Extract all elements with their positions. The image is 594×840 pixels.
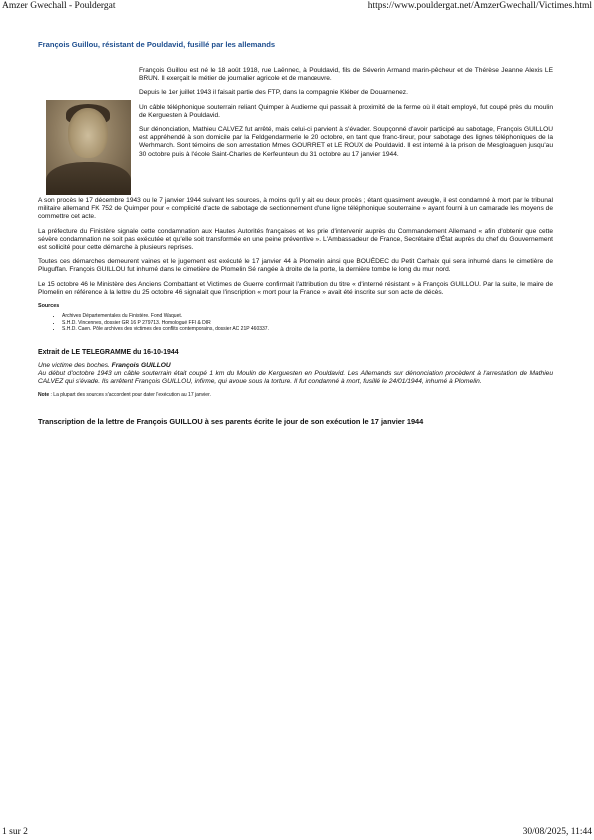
portrait-photo: [46, 100, 131, 195]
sources-heading: Sources: [38, 303, 60, 310]
note-label: Note: [38, 392, 50, 399]
paragraph-ftp: Depuis le 1er juillet 1943 il faisait partie des FTP, dans la compagnie Kléber de Douarnenez.: [139, 89, 408, 97]
sources-list: [38, 313, 553, 333]
print-header-title: Amzer Gwechall - Pouldergat: [2, 1, 116, 11]
note: [38, 392, 553, 398]
extract-heading: Extrait de LE TELEGRAMME du 16-10-1944: [38, 348, 179, 356]
transcription-heading: Transcription de la lettre de François GUILLOU à ses parents écrite le jour de son exécution le 17 janvier 1944: [38, 417, 424, 427]
source-item: • S.H.D. Vincennes, dossier GR 16 P 279713. Homologué FFI & DIR: [62, 320, 553, 327]
source-item: • Archives Départementales du Finistère. Fond Waquet.: [62, 313, 553, 320]
source-item: • S.H.D. Caen. Pôle archives des victimes des conflits contemporains, dossier AC 21P 460337.: [62, 326, 553, 333]
paragraph-birth: François Guillou est né le 18 août 1918, rue Laënnec, à Pouldavid, fils de Séverin Armand marin-pêcheur et de Thérèse Jeanne Alexis LE BRUN. Il exerçait le métier de journalier agricole et de manœuvre.: [139, 67, 553, 83]
print-header-url: https://www.pouldergat.net/AmzerGwechall/Victimes.html: [367, 1, 592, 11]
print-footer-page: 1 sur 2: [2, 827, 28, 837]
paragraph-arrest: Sur dénonciation, Mathieu CALVEZ fut arrêté, mais celui-ci parvient à s'évader. Soupçonné d'avoir participé au sabotage, François GUILLOU est appréhendé à son domicile par la Feldgendarmerie le 20 octobre, en tant que franc-tireur, pour sabotage des lignes téléphoniques de la Werhmarch. Sont témoins de son arrestation Mmes GOURRET et LE ROUX de Pouldavid. Il est interné à la prison de Mesgloaguen jusqu'au 30 octobre puis à l'école Saint-Charles de Kerfeunteun du 31 octobre au 17 janvier 1944.: [139, 126, 553, 158]
paragraph-prefecture: La préfecture du Finistère signale cette condamnation aux Hautes Autorités françaises et les prie d'intervenir auprès du Commandement Allemand « afin d'obtenir que cette sévère condamnation ne soit pas exécutée et qu'elle soit transformée en une peine préventive ». L'Ambassadeur de France, Secrétaire d'État auprès du chef du Gouvernement est sollicité pour cette démarche à plusieurs reprises.: [38, 227, 553, 252]
extract-intro: Une victime des boches.: [38, 361, 112, 369]
article-title: François Guillou, résistant de Pouldavid, fusillé par les allemands: [38, 40, 276, 49]
paragraph-trial: A son procès le 17 décembre 1943 ou le 7 janvier 1944 suivant les sources, à moins qu'il y ait eu deux procès ; étant quasiment aveugle, il est condamné à mort par le tribunal militaire allemand FK 752 de Quimper pour « complicité d'acte de sabotage de sectionnement d'une ligne téléphonique souterraine » ayant fourni à un camarade les moyens de commettre cet acte.: [38, 197, 553, 221]
print-footer-datetime: 30/08/2025, 11:44: [522, 827, 592, 837]
note-text: : La plupart des sources s'accordent pour dater l'exécution au 17 janvier.: [49, 392, 211, 399]
paragraph-cable: Un câble téléphonique souterrain reliant Quimper à Audierne qui passait à proximité de la ferme où il était employé, fut coupé près du moulin de Kerguesten à Pouldavid.: [139, 103, 553, 119]
article-content: [38, 40, 553, 426]
intro-block: [38, 67, 553, 197]
extract-name: François GUILLOU: [111, 361, 171, 369]
paragraph-execution: Toutes ces démarches demeurent vaines et le jugement est exécuté le 17 janvier 44 à Plomelin ainsi que BOUËDEC du Petit Carhaix qui sera inhumé dans le cimetière de Pluguffan. François GUILLOU fut inhumé dans le cimetière de Plomelin Sé rangée à droite de la porte, la dernière tombe le long du mur nord.: [38, 258, 553, 274]
extract-text: [38, 362, 553, 387]
portrait-shoulders: [46, 162, 131, 195]
paragraph-ministry: Le 15 octobre 46 le Ministère des Anciens Combattant et Victimes de Guerre confirmait l'attribution du titre « d'interné résistant » à François GUILLOU. Par la suite, le maire de Plomelin en référence à la lettre du 25 octobre 46 signalait que l'inscription « mort pour la France » avait été inscrite sur son acte de décès.: [38, 280, 553, 296]
portrait-face: [68, 108, 108, 158]
extract-body: Au début d'octobre 1943 un câble souterrain était coupé 1 km du Moulin de Kerguesten en Pouldavid. Les Allemands sur dénonciation procèdent à l'arrestation de Mathieu CALVEZ qui s'évade. Ils arrêtent François GUILLOU, infirme, qui avoue sous la torture. Il fut condamné à mort, fusillé le 24/01/1944, inhumé à Plomelin.: [38, 370, 553, 386]
